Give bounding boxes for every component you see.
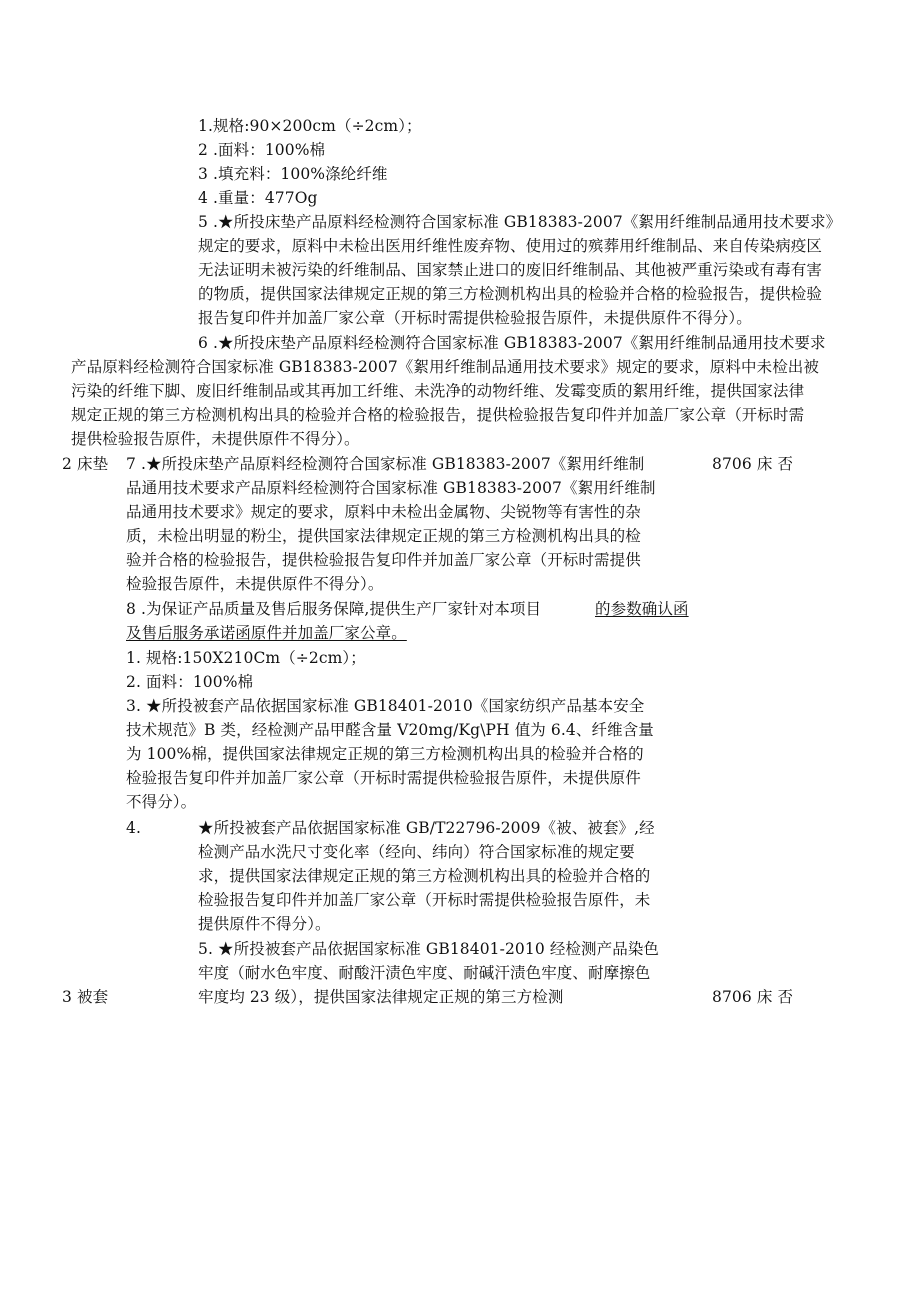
spec-line-cover-4-cont: 检验报告复印件并加盖厂家公章（开标时需提供检验报告原件，未 [198, 891, 651, 909]
spec-line-7-cont: 品通用技术要求产品原料经检测符合国家标准 GB18383-2007《絮用纤维制 [126, 479, 656, 497]
spec-line-7-cont: 验并合格的检验报告，提供检验报告复印件并加盖厂家公章（开标时需提供 [126, 551, 641, 569]
spec-line-mattress-weight: 4 .重量：477Og [198, 189, 318, 207]
spec-line-7-cont: 检验报告原件，未提供原件不得分）。 [126, 575, 384, 593]
row-quantity-cover: 8706 床 否 [712, 988, 794, 1006]
spec-line-8-underlined: 的参数确认函 [595, 600, 689, 618]
spec-line-cover-3-cont: 为 100%棉，提供国家法律规定正规的第三方检测机构出具的检验并合格的 [126, 745, 644, 763]
spec-line-cover-4: ★所投被套产品依据国家标准 GB/T22796-2009《被、被套》,经 [198, 819, 655, 837]
spec-line-mattress-filling: 3 .填充料：100%涤纶纤维 [198, 165, 388, 183]
spec-line-cover-fabric: 2. 面料：100%棉 [126, 673, 254, 691]
spec-line-8-underlined-cont: 及售后服务承诺函原件并加盖厂家公章。 [126, 624, 407, 642]
spec-line-cover-3-cont: 技术规范》B 类，经检测产品甲醛含量 V20mg/Kg\PH 值为 6.4、纤维含量 [126, 721, 654, 739]
spec-line-mattress-size: 1.规格:90×200cm（÷2cm）； [198, 117, 422, 135]
spec-line-cover-4-cont: 检测产品水洗尺寸变化率（经向、纬向）符合国家标准的规定要 [198, 843, 635, 861]
spec-line-5: 5 .★所投床垫产品原料经检测符合国家标准 GB18383-2007《絮用纤维制品通用技术要求》 [198, 213, 842, 231]
row-label-cover: 3 被套 [62, 988, 109, 1006]
spec-line-7-cont: 质，未检出明显的粉尘，提供国家法律规定正规的第三方检测机构出具的检 [126, 527, 641, 545]
spec-line-8: 8 .为保证产品质量及售后服务保障,提供生产厂家针对本项目 [126, 600, 542, 618]
spec-line-cover-3: 3. ★所投被套产品依据国家标准 GB18401-2010《国家纺织产品基本安全 [126, 697, 645, 715]
spec-line-cover-3-cont: 不得分）。 [126, 793, 197, 811]
spec-line-cover-5-cont: 牢度均 23 级），提供国家法律规定正规的第三方检测 [198, 988, 564, 1006]
spec-line-cover-4-cont: 求，提供国家法律规定正规的第三方检测机构出具的检验并合格的 [198, 867, 651, 885]
spec-line-7-cont: 品通用技术要求》规定的要求，原料中未检出金属物、尖锐物等有害性的杂 [126, 503, 641, 521]
spec-line-cover-size: 1. 规格:150X210Cm（÷2cm）； [126, 649, 366, 667]
spec-line-5-cont: 无法证明未被污染的纤维制品、国家禁止进口的废旧纤维制品、其他被严重污染或有毒有害 [198, 261, 823, 279]
spec-line-7: 7 .★所投床垫产品原料经检测符合国家标准 GB18383-2007《絮用纤维制 [126, 455, 645, 473]
spec-line-5-cont: 报告复印件并加盖厂家公章（开标时需提供检验报告原件，未提供原件不得分）。 [198, 309, 752, 327]
spec-line-6-cont: 产品原料经检测符合国家标准 GB18383-2007《絮用纤维制品通用技术要求》规定的要求，原料中未检出被 [71, 358, 819, 376]
spec-line-cover-5: 5. ★所投被套产品依据国家标准 GB18401-2010 经检测产品染色 [198, 940, 660, 958]
spec-line-cover-5-cont: 牢度（耐水色牢度、耐酸汗渍色牢度、耐碱汗渍色牢度、耐摩擦色 [198, 964, 651, 982]
spec-line-6-cont: 规定正规的第三方检测机构出具的检验并合格的检验报告，提供检验报告复印件并加盖厂家公章（开标时需 [71, 406, 805, 424]
spec-line-6: 6 .★所投床垫产品原料经检测符合国家标准 GB18383-2007《絮用纤维制品通用技术要求 [198, 334, 826, 352]
spec-line-6-cont: 污染的纤维下脚、废旧纤维制品或其再加工纤维、未洗净的动物纤维、发霉变质的絮用纤维，提供国家法律 [71, 382, 805, 400]
spec-line-6-cont: 提供检验报告原件，未提供原件不得分）。 [71, 430, 360, 448]
spec-line-mattress-fabric: 2 .面料：100%棉 [198, 141, 326, 159]
row-label-mattress: 2 床垫 [62, 455, 109, 473]
spec-line-cover-3-cont: 检验报告复印件并加盖厂家公章（开标时需提供检验报告原件，未提供原件 [126, 769, 641, 787]
spec-line-5-cont: 的物质，提供国家法律规定正规的第三方检测机构出具的检验并合格的检验报告，提供检验 [198, 285, 823, 303]
row-quantity-mattress: 8706 床 否 [712, 455, 794, 473]
spec-line-cover-4-cont: 提供原件不得分）。 [198, 915, 331, 933]
spec-line-cover-4-number: 4. [126, 819, 141, 837]
spec-line-5-cont: 规定的要求，原料中未检出医用纤维性废弃物、使用过的殡葬用纤维制品、来自传染病疫区 [198, 237, 823, 255]
